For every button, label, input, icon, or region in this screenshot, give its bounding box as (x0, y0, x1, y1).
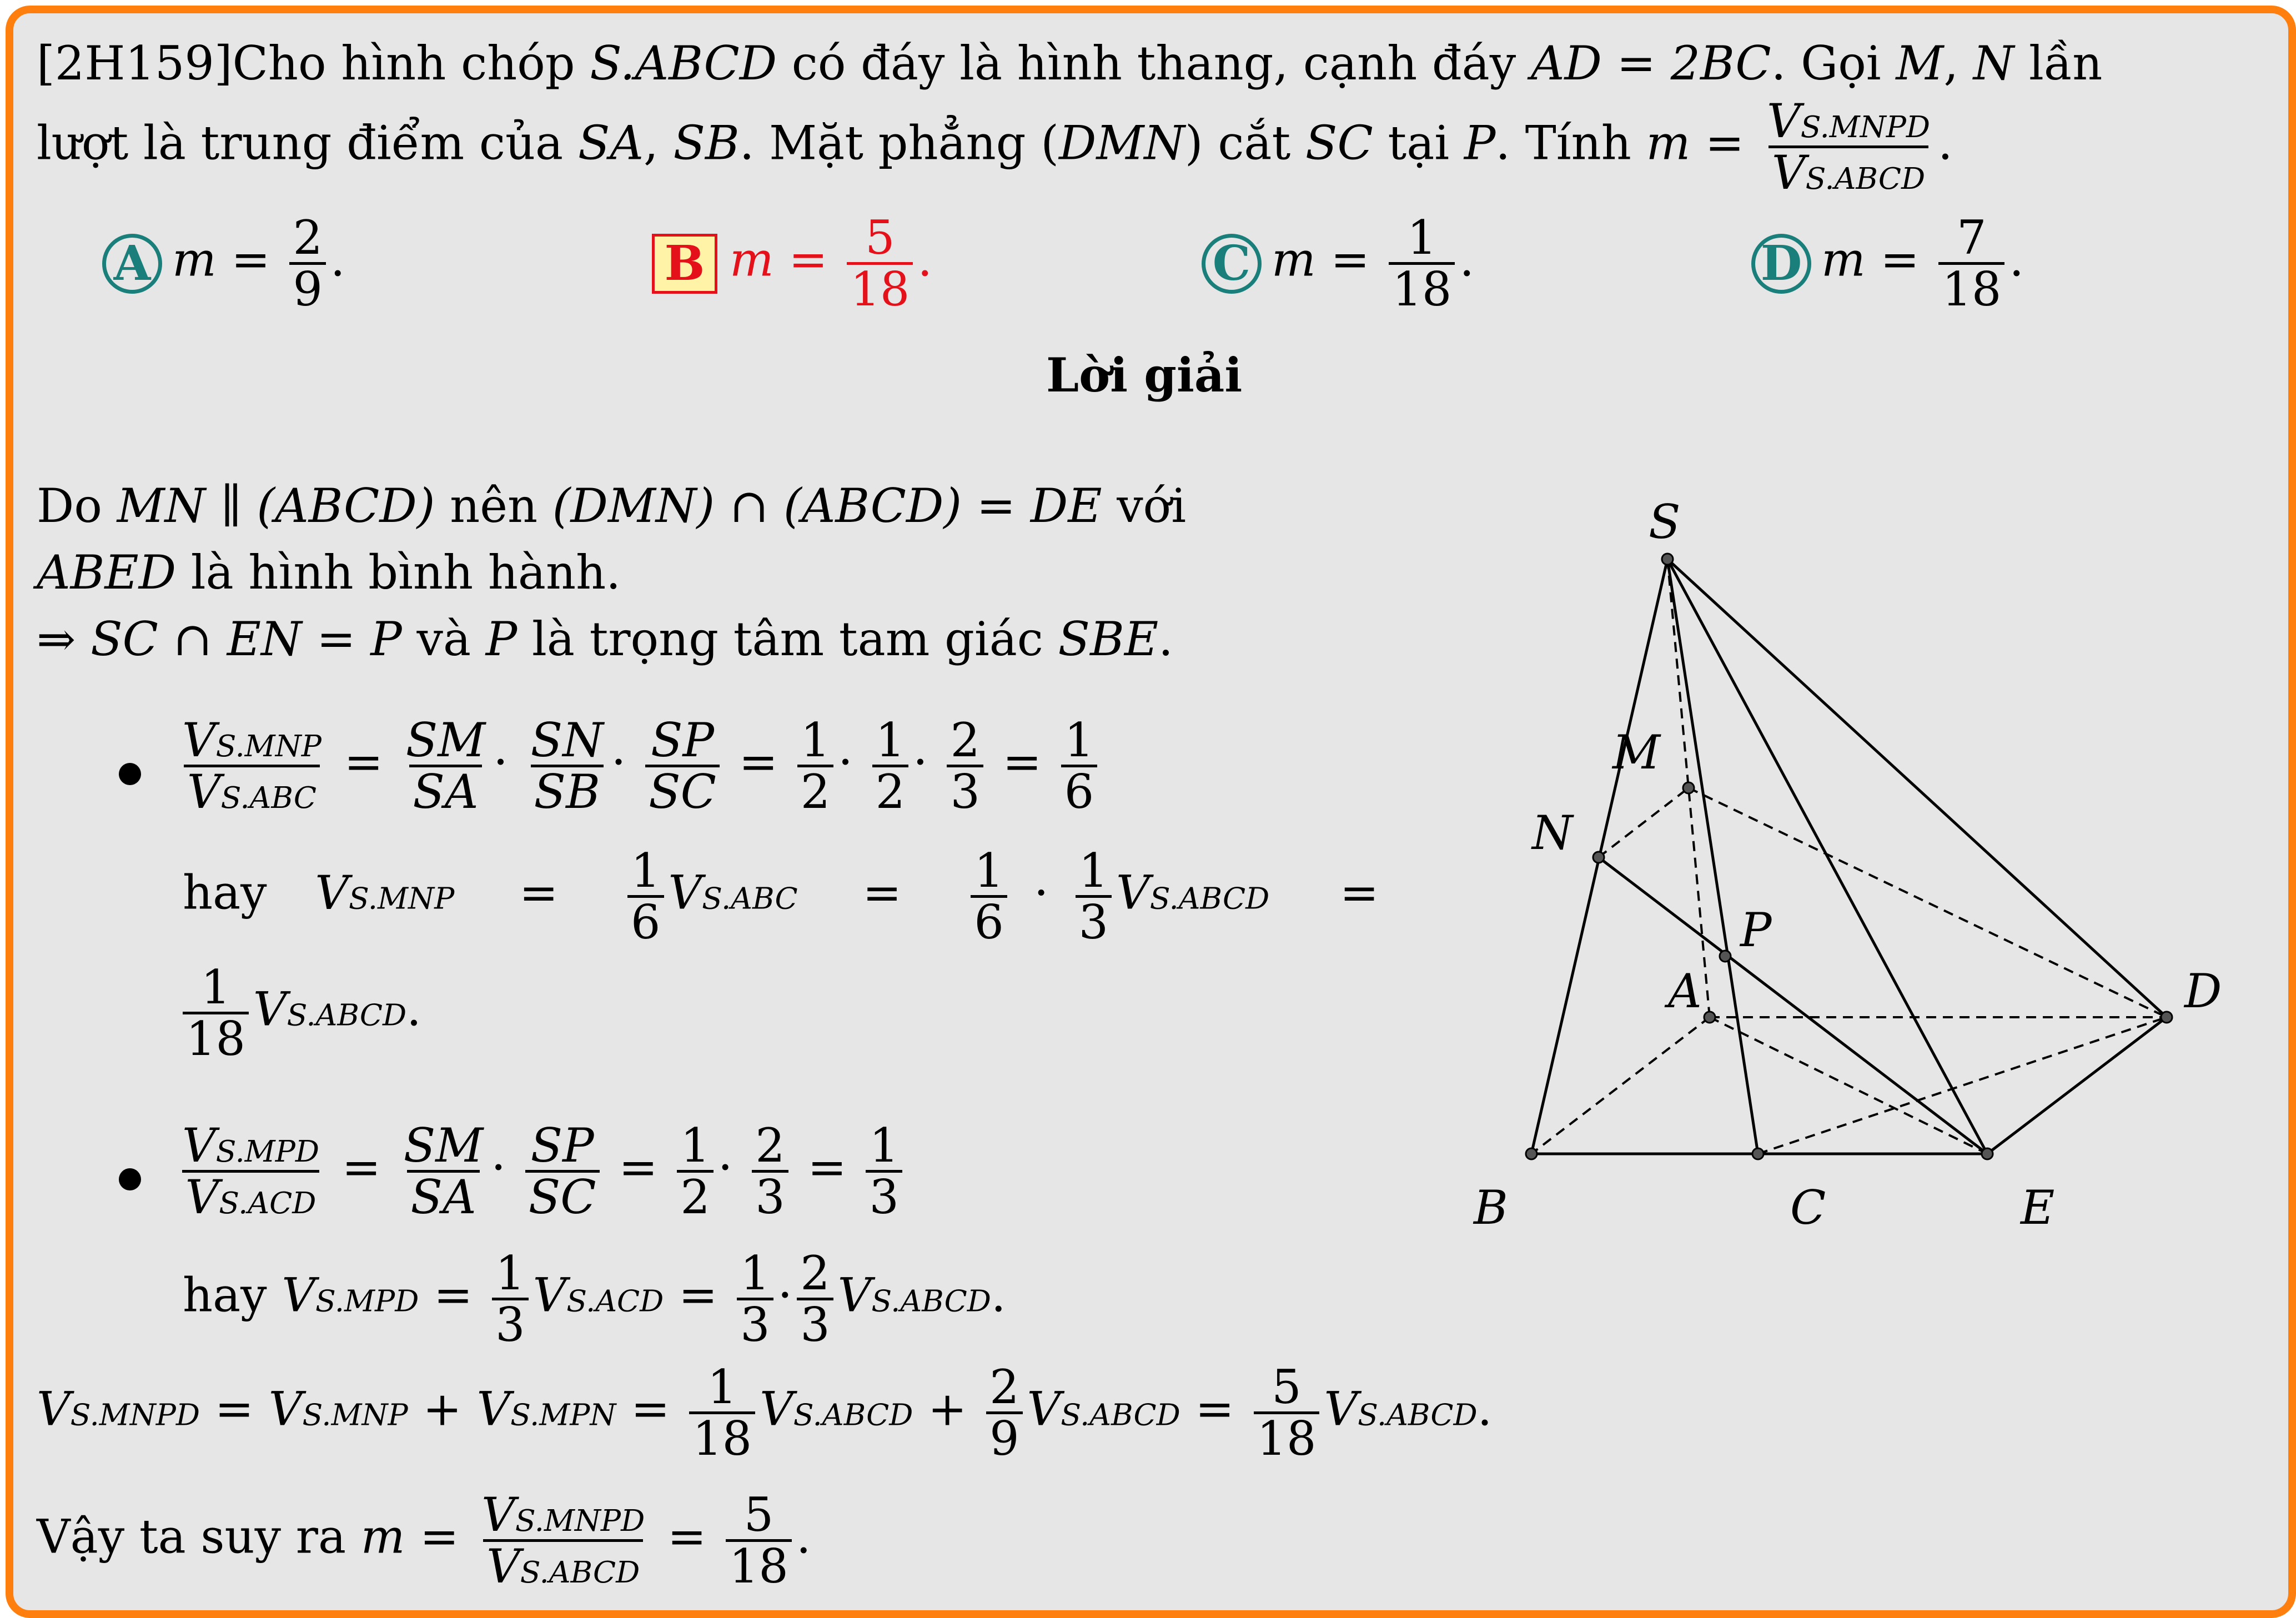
den: SC (645, 765, 720, 816)
v: V (532, 1268, 567, 1323)
sub: S.ABCD (793, 1397, 913, 1433)
den: 2 (872, 765, 908, 816)
num: 1 (200, 960, 231, 1014)
math: M (1896, 36, 1944, 91)
num: 1 (1064, 713, 1094, 767)
text: [2H159]Cho hình chóp (37, 36, 590, 91)
math: SC ∩ EN = P (91, 612, 402, 666)
total-line: VS.MNPD = VS.MNP + VS.MPN = $\frac{1}{18}$ VS.ABCD + $\frac{2}{9}$ VS.ABCD = $\frac{5}{18}$ VS.ABCD. (37, 1360, 1493, 1466)
den: 18 (689, 1411, 755, 1463)
line-ne (1599, 857, 1987, 1154)
den: 3 (797, 1298, 833, 1349)
v: V (187, 765, 221, 820)
sub: S.MNPD (515, 1503, 645, 1538)
math: MN ∥ (ABCD) (117, 479, 435, 533)
text: tại (1373, 115, 1464, 170)
solution-title: Lời giải (1046, 348, 1243, 403)
v: V (282, 1268, 316, 1323)
sub: S.MNPD (70, 1397, 200, 1433)
label-a: A (1668, 964, 1702, 1018)
den: 3 (1076, 895, 1112, 947)
op: · (491, 1140, 506, 1195)
num: 7 (1957, 210, 1987, 265)
v: V (1027, 1381, 1061, 1436)
num: 1 (707, 1360, 737, 1414)
edge-se (1667, 559, 1987, 1154)
text: với (1102, 479, 1187, 533)
num: 1 (631, 843, 661, 898)
text: hay (183, 1268, 282, 1323)
num: 5 (1272, 1360, 1302, 1414)
num: 5 (743, 1488, 774, 1542)
text: Vậy ta suy ra (37, 1509, 361, 1564)
den: SA (409, 765, 481, 816)
sub: S.MNPD (1800, 109, 1931, 144)
math: m = (172, 232, 285, 287)
v: V (182, 713, 216, 767)
sub: S.ABCD (287, 997, 407, 1033)
num: 1 (740, 1246, 770, 1300)
den: 3 (752, 1170, 788, 1222)
num: SM (405, 713, 486, 767)
num: 1 (800, 713, 831, 767)
text: lần (2014, 36, 2103, 91)
den: SA (407, 1170, 479, 1222)
bullet-2-hay: hay VS.MPD = $\frac{1}{3}$ VS.ACD = $\frac{1}{3}$ · $\frac{2}{3}$ VS.ABCD. (183, 1246, 1006, 1353)
den: 18 (183, 1012, 249, 1063)
text: nên (435, 479, 552, 533)
op: · (838, 735, 853, 790)
math: m = (730, 232, 843, 287)
text: . Mặt phẳng ( (739, 115, 1059, 170)
math: (DMN) ∩ (ABCD) = DE (552, 479, 1102, 533)
text: ⇒ (37, 612, 91, 666)
math: m = (360, 1509, 474, 1564)
sub: S.MPD (315, 1283, 419, 1319)
num: 2 (755, 1118, 785, 1173)
text: . Tính (1495, 115, 1646, 170)
math: SBE (1058, 612, 1159, 666)
edge-sc (1667, 559, 1758, 1154)
text: . (406, 982, 421, 1037)
num: 1 (869, 1118, 899, 1173)
den: 18 (1254, 1411, 1320, 1463)
label-s: S (1649, 495, 1681, 549)
num: 1 (875, 713, 906, 767)
label-e: E (2021, 1180, 2055, 1235)
choice-a[interactable]: A m = $\frac{2}{9}$ . (102, 213, 345, 314)
v: V (1767, 94, 1801, 148)
sub: S.ABCD (1805, 161, 1926, 197)
den: 18 (847, 262, 913, 314)
v: V (1324, 1381, 1358, 1436)
v: V (476, 1381, 511, 1436)
den: 3 (737, 1298, 773, 1349)
math: SB (673, 115, 740, 170)
text: , (644, 115, 674, 170)
num: 2 (950, 713, 980, 767)
num: SP (530, 1118, 594, 1173)
math: P (485, 612, 518, 666)
math: SA (577, 115, 644, 170)
sub: S.ABCD (1061, 1397, 1180, 1433)
math: N (1973, 36, 2014, 91)
den: 6 (971, 895, 1007, 947)
v: V (268, 1381, 303, 1436)
text: là hình bình hành. (176, 545, 621, 600)
sub: S.ABCD (520, 1555, 640, 1590)
op: = (341, 1140, 396, 1195)
op: + (408, 1381, 477, 1436)
num: 2 (800, 1246, 830, 1300)
num: 5 (865, 210, 895, 265)
sub: S.ACD (219, 1185, 316, 1221)
text: lượt là trung điểm của (37, 115, 578, 170)
den: 3 (866, 1170, 902, 1222)
den: 3 (492, 1298, 528, 1349)
v: V (185, 1170, 219, 1225)
problem-card (6, 6, 2296, 1618)
choice-letter: A (102, 234, 162, 294)
text: là trọng tâm tam giác (517, 612, 1058, 666)
op: + (913, 1381, 982, 1436)
text: . (1938, 115, 1953, 170)
num: 1 (1407, 210, 1437, 265)
label-p: P (1740, 903, 1772, 957)
bullet-1-hay: hay VS.MNP = $\frac{1}{6}$ VS.ABC = $\frac{1}{6}$ · $\frac{1}{3}$ VS.ABCD = (183, 843, 1379, 950)
text: . (796, 1509, 811, 1564)
den: 18 (1938, 262, 2004, 314)
math: P (1464, 115, 1496, 170)
den: 18 (1389, 262, 1455, 314)
v: V (182, 1118, 216, 1173)
op: · (777, 1268, 793, 1323)
num: 1 (680, 1118, 710, 1173)
den: 2 (677, 1170, 713, 1222)
text: . (991, 1268, 1006, 1323)
choice-b[interactable]: B m = $\frac{5}{18}$ . (652, 213, 932, 314)
sub: S.MNP (302, 1397, 408, 1433)
op: = (1002, 735, 1057, 790)
choice-letter: C (1202, 234, 1262, 294)
math: m = (1646, 115, 1760, 170)
math: DMN (1058, 115, 1185, 170)
text: , (1943, 36, 1973, 91)
op: · (913, 735, 928, 790)
text: ) cắt (1184, 115, 1305, 170)
op: · (1033, 865, 1049, 920)
num: 1 (495, 1246, 525, 1300)
sub: S.MNP (349, 881, 455, 916)
text: . Gọi (1771, 36, 1896, 91)
num: 2 (293, 210, 323, 265)
den: 18 (726, 1539, 792, 1591)
math: SC (1305, 115, 1373, 170)
v: V (668, 865, 702, 920)
sub: S.MPN (510, 1397, 616, 1433)
v: V (760, 1381, 793, 1436)
den: SB (531, 765, 604, 816)
sub: S.MPD (215, 1134, 319, 1169)
op: = (619, 1140, 673, 1195)
math: AD = 2BC (1530, 36, 1771, 91)
text: . (1158, 612, 1173, 666)
v: V (37, 1381, 71, 1436)
op: = (807, 1140, 862, 1195)
text: Do (37, 479, 117, 533)
v: V (253, 982, 287, 1037)
v: V (1116, 865, 1150, 920)
v: V (837, 1268, 872, 1323)
num: SM (403, 1118, 484, 1173)
v: V (315, 865, 349, 920)
pyramid-figure (13, 13, 2288, 1610)
op: · (493, 735, 508, 790)
label-b: B (1474, 1180, 1508, 1235)
num: 1 (974, 843, 1004, 898)
op: · (611, 735, 626, 790)
num: SP (651, 713, 715, 767)
den: 9 (986, 1411, 1022, 1463)
choice-letter: D (1751, 234, 1811, 294)
sub: S.ABCD (871, 1283, 991, 1319)
v: V (1771, 145, 1806, 200)
math: S.ABCD (590, 36, 777, 91)
label-n: N (1532, 806, 1573, 860)
text: hay (183, 865, 267, 920)
text: có đáy là hình thang, cạnh đáy (777, 36, 1531, 91)
den: 9 (289, 262, 325, 314)
text: và (401, 612, 486, 666)
num: SN (530, 713, 604, 767)
v: V (481, 1488, 515, 1542)
op: = (344, 735, 398, 790)
den: 2 (797, 765, 833, 816)
op: = (738, 735, 793, 790)
choice-c[interactable]: C m = $\frac{1}{18}$ . (1202, 213, 1474, 314)
op: · (717, 1140, 733, 1195)
sub: S.ABC (702, 881, 798, 916)
label-m: M (1612, 725, 1661, 780)
v: V (486, 1539, 520, 1594)
num: 2 (989, 1360, 1019, 1414)
text: . (1477, 1381, 1493, 1436)
choice-d[interactable]: D m = $\frac{7}{18}$ . (1751, 213, 2024, 314)
math: m = (1272, 232, 1385, 287)
den: 6 (627, 895, 664, 947)
edge-ae (1710, 1017, 1987, 1154)
sub: S.ACD (566, 1283, 664, 1319)
choice-letter: B (652, 234, 717, 294)
num: 1 (1078, 843, 1109, 898)
den: 3 (947, 765, 983, 816)
den: SC (525, 1170, 600, 1222)
den: 6 (1061, 765, 1097, 816)
sub: S.MNP (215, 728, 321, 763)
sub: S.ABC (220, 780, 316, 816)
label-c: C (1790, 1180, 1826, 1235)
sub: S.ABCD (1358, 1397, 1478, 1433)
edge-ed (1987, 1017, 2167, 1154)
label-d: D (2184, 964, 2222, 1018)
math: ABED (37, 545, 177, 600)
sub: S.ABCD (1149, 881, 1270, 916)
math: m = (1821, 232, 1935, 287)
op: = (667, 1509, 721, 1564)
